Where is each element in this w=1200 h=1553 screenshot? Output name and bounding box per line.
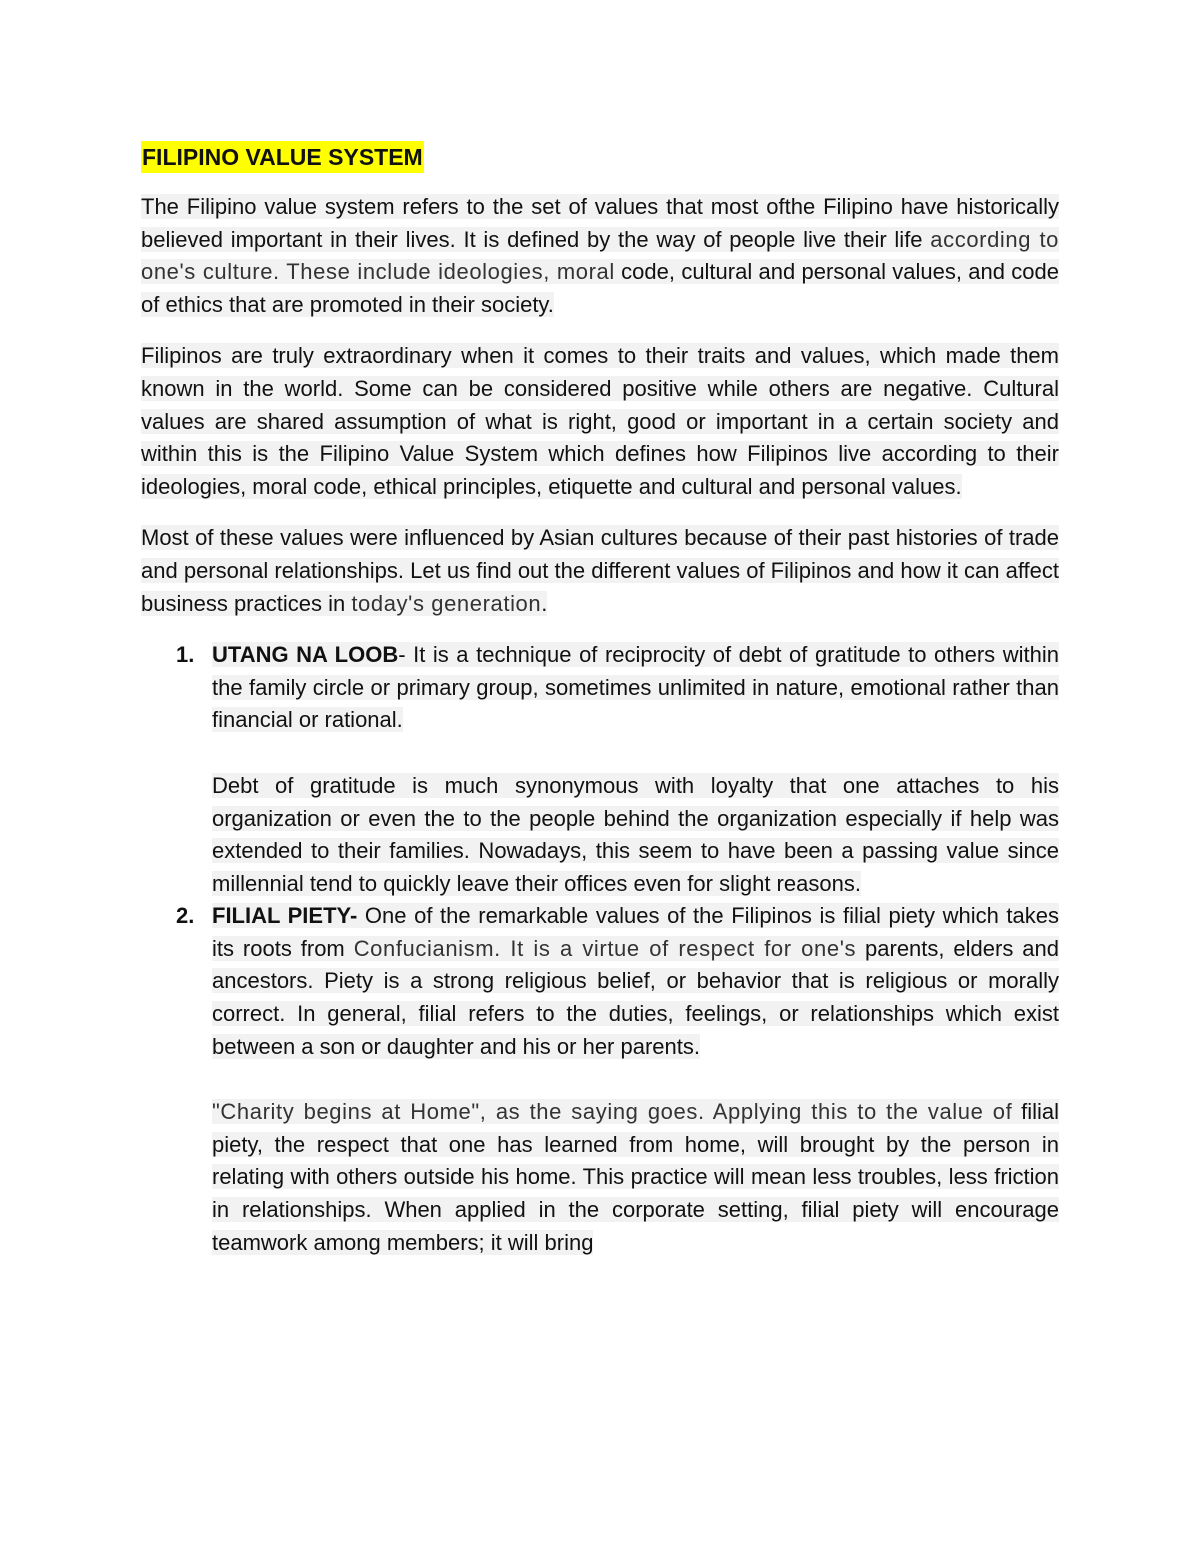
list-item-number: 1. [176,642,195,668]
list-item-number: 2. [176,903,195,929]
value-detail [212,770,1059,900]
value-detail-text: filial piety, the respect that one has learned from home, will brought by the person in relating with others outside his home. This practice will mean less troubles, less friction in relationships. When applied in the corporate setting, filial piety will encourage teamwork among members; it will bring [212,1099,1059,1255]
value-definition-soft-text: Confucianism. It is a virtue of respect for one's [353,935,857,961]
intro-p1-text: The Filipino value system refers to the set of values that most ofthe Filipino have historically believed important in their lives. It is defined by the way of people live their life [141,194,1059,252]
value-term: UTANG NA LOOB [212,642,399,668]
value-detail-soft-text: "Charity begins at Home", as the saying goes. Applying this to the value of [212,1099,1013,1125]
document-title: FILIPINO VALUE SYSTEM [141,141,424,173]
value-detail [212,1096,1059,1259]
list-item [141,639,1059,900]
intro-paragraph-2 [141,340,1059,503]
intro-paragraph-1 [141,191,1059,321]
value-definition [212,900,1059,1063]
document-body [141,141,1059,1259]
value-term: FILIAL PIETY- [212,903,358,929]
value-definition [212,639,1059,737]
intro-p1-soft-text: according to one's culture. These include ideologies, moral [141,226,1059,285]
intro-p2-text: Filipinos are truly extraordinary when it comes to their traits and values, which made them known in the world. Some can be considered positive while others are negative. Cultural values are shared assumption of what is right, good or important in a certain society and within this is the Filipino Value System which defines how Filipinos live according to their ideologies, moral code, ethical principles, etiquette and cultural and personal values. [141,343,1059,499]
value-definition-text: One of the remarkable values of the Filipinos is filial piety which takes its roots from [212,903,1060,961]
intro-paragraph-3 [141,522,1059,620]
intro-p3-soft-text: today's generation [351,590,542,616]
intro-p3-end: . [541,590,548,616]
intro-p1-rest-text: code, cultural and personal values, and code of ethics that are promoted in their society. [141,259,1059,317]
values-list [141,639,1059,1259]
list-item [141,900,1059,1259]
intro-p3-text: Most of these values were influenced by Asian cultures because of their past histories of trade and personal relationships. Let us find out the different values of Filipinos and how it can affect business practices in [141,525,1059,616]
value-definition-text: - It is a technique of reciprocity of debt of gratitude to others within the family circle or primary group, sometimes unlimited in nature, emotional rather than financial or rational. [212,642,1059,733]
value-detail-text: Debt of gratitude is much synonymous with loyalty that one attaches to his organization or even the to the people behind the organization especially if help was extended to their families. Nowadays, this seem to have been a passing value since millennial tend to quickly leave their offices even for slight reasons. [212,772,1059,896]
value-definition-rest-text: parents, elders and ancestors. Piety is a strong religious belief, or behavior that is religious or morally correct. In general, filial refers to the duties, feelings, or relationships which exist between a son or daughter and his or her parents. [212,935,1059,1059]
